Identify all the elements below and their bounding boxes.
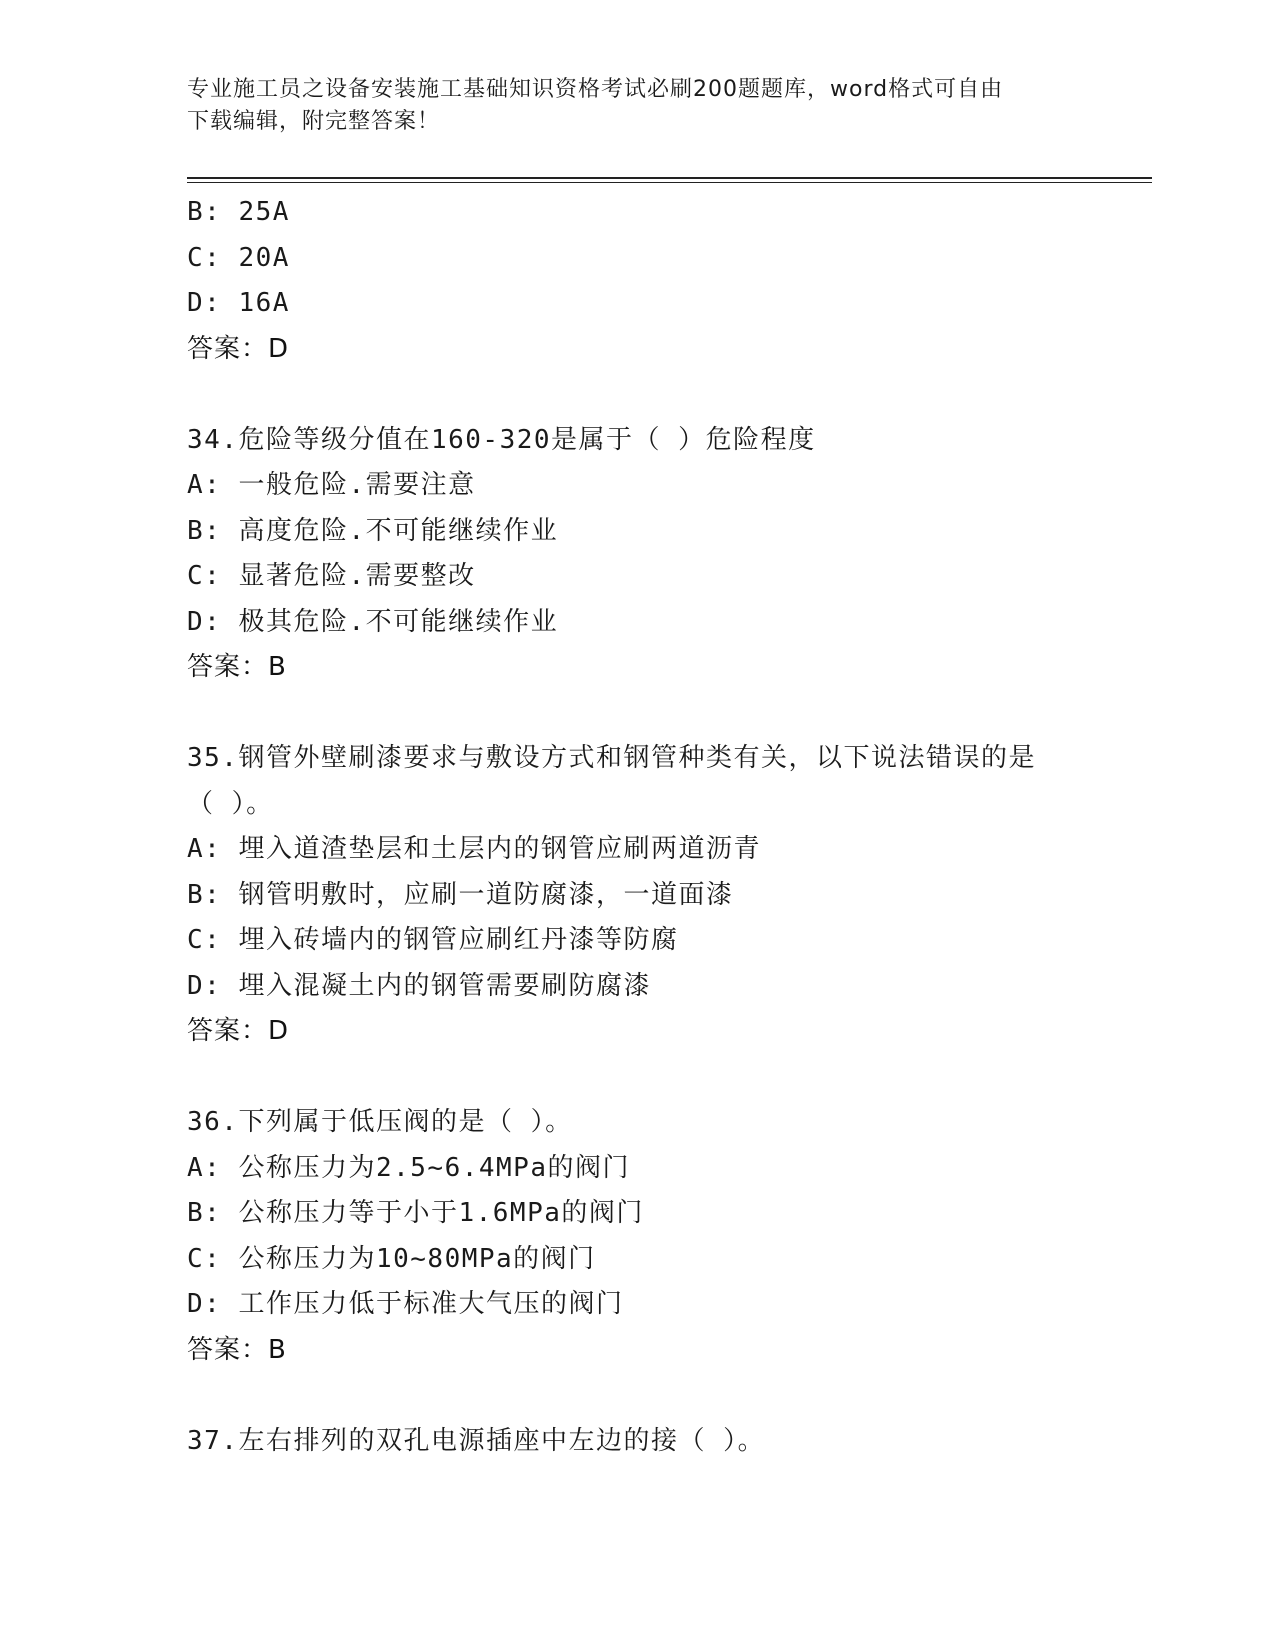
question-34 bbox=[187, 418, 1147, 691]
header-line-2: 下载编辑，附完整答案！ bbox=[187, 109, 441, 134]
question-36 bbox=[187, 1100, 1147, 1373]
option-c: C: 20A bbox=[187, 242, 290, 273]
option-a: A: 一般危险.需要注意 bbox=[187, 470, 476, 500]
spacer bbox=[187, 1373, 1147, 1419]
question-stem: 37.左右排列的双孔电源插座中左边的接（ ）。 bbox=[187, 1425, 766, 1456]
option-d: D: 16A bbox=[187, 288, 290, 318]
option-b: B: 公称压力等于小于1.6MPa的阀门 bbox=[187, 1198, 644, 1228]
option-a: A: 埋入道渣垫层和土层内的钢管应刷两道沥青 bbox=[187, 834, 761, 864]
question-stem-line-2: （ ）。 bbox=[187, 788, 274, 819]
question-stem: 34.危险等级分值在160-320是属于（ ）危险程度 bbox=[187, 424, 816, 455]
spacer bbox=[187, 1055, 1147, 1101]
document-body bbox=[187, 190, 1147, 1464]
option-d: D: 埋入混凝土内的钢管需要刷防腐漆 bbox=[187, 970, 651, 1001]
option-d: D: 极其危险.不可能继续作业 bbox=[187, 606, 559, 637]
answer-line: 答案：B bbox=[187, 1334, 287, 1365]
option-d: D: 工作压力低于标准大气压的阀门 bbox=[187, 1289, 624, 1319]
header-rule-thick bbox=[187, 177, 1152, 179]
option-c: C: 显著危险.需要整改 bbox=[187, 561, 476, 591]
spacer bbox=[187, 372, 1147, 418]
question-stem-line-1: 35.钢管外壁刷漆要求与敷设方式和钢管种类有关，以下说法错误的是 bbox=[187, 743, 1036, 773]
option-b: B: 钢管明敷时，应刷一道防腐漆，一道面漆 bbox=[187, 879, 734, 910]
answer-line: 答案：D bbox=[187, 333, 290, 364]
option-b: B: 高度危险.不可能继续作业 bbox=[187, 515, 559, 546]
question-37 bbox=[187, 1419, 1147, 1465]
option-c: C: 公称压力为10~80MPa的阀门 bbox=[187, 1243, 596, 1274]
option-a: A: 公称压力为2.5~6.4MPa的阀门 bbox=[187, 1152, 630, 1183]
option-c: C: 埋入砖墙内的钢管应刷红丹漆等防腐 bbox=[187, 925, 679, 955]
answer-line: 答案：D bbox=[187, 1016, 290, 1046]
question-stem: 36.下列属于低压阀的是（ ）。 bbox=[187, 1107, 573, 1137]
spacer bbox=[187, 691, 1147, 737]
question-33-continued bbox=[187, 190, 1147, 372]
answer-line: 答案：B bbox=[187, 652, 287, 682]
option-b: B: 25A bbox=[187, 197, 290, 227]
header-line-1: 专业施工员之设备安装施工基础知识资格考试必刷200题题库，word格式可自由 bbox=[187, 77, 1004, 102]
header-rule-thin bbox=[187, 182, 1152, 183]
page-header bbox=[187, 74, 1087, 138]
question-35 bbox=[187, 736, 1147, 1055]
